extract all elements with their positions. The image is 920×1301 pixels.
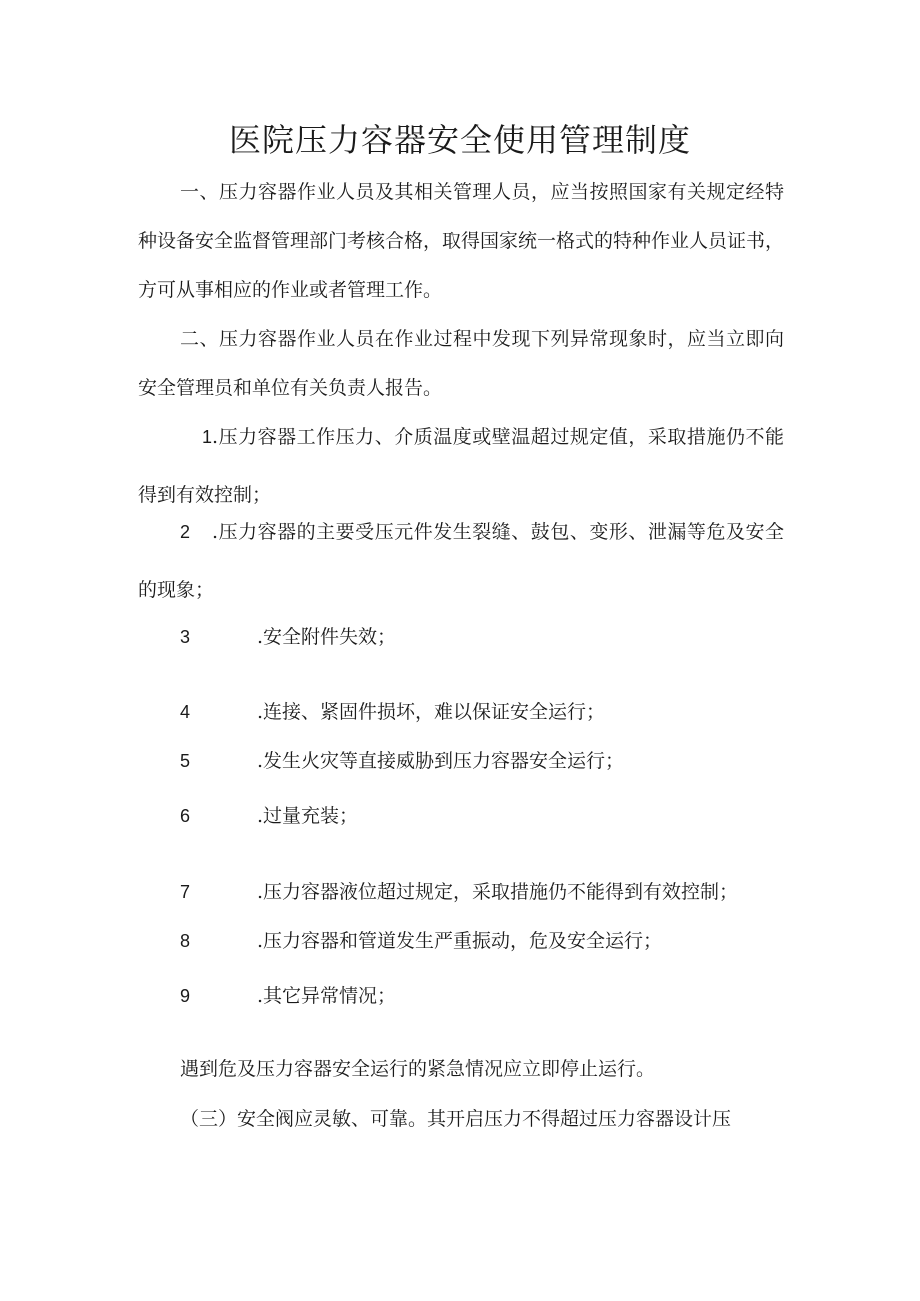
list-item-number: 3: [180, 627, 191, 647]
list-item-number: 9: [180, 986, 191, 1006]
list-item-number: 7: [180, 882, 191, 902]
list-item-number: 4: [180, 702, 191, 722]
list-item-text: .压力容器的主要受压元件发生裂缝、鼓包、变形、泄漏等危及安全的现象；: [138, 521, 784, 601]
list-item-8: [0, 926, 920, 956]
list-item-number: 2: [180, 522, 191, 542]
list-item-text: .压力容器液位超过规定，采取措施仍不能得到有效控制；: [257, 881, 739, 903]
list-item-text: .连接、紧固件损坏，难以保证安全运行；: [257, 701, 606, 723]
list-item-text: .压力容器工作压力、介质温度或壁温超过规定值，采取措施仍不能得到有效控制；: [138, 426, 784, 506]
list-item-9: [0, 981, 920, 1011]
list-item-text: .压力容器和管道发生严重振动，危及安全运行；: [257, 930, 663, 952]
list-item-6: [0, 801, 920, 831]
list-item-text: .其它异常情况；: [257, 985, 397, 1007]
list-item-3: [0, 622, 920, 652]
list-item-7: [0, 877, 920, 907]
list-item-4: [0, 697, 920, 727]
paragraph-1: 一、压力容器作业人员及其相关管理人员，应当按照国家有关规定经特种设备安全监督管理部门考核合格，取得国家统一格式的特种作业人员证书，方可从事相应的作业或者管理工作。: [138, 181, 785, 301]
list-item-number: 5: [180, 751, 191, 771]
paragraph-2: 二、压力容器作业人员在作业过程中发现下列异常现象时，应当立即向安全管理员和单位有关负责人报告。: [138, 328, 784, 399]
list-item-text: .过量充装；: [257, 805, 359, 827]
list-item-number: 1: [202, 427, 213, 447]
list-item-number: 8: [180, 931, 191, 951]
list-item-number: 6: [180, 806, 191, 826]
document-title: 医院压力容器安全使用管理制度: [228, 121, 691, 159]
paragraph-3: （三）安全阀应灵敏、可靠。其开启压力不得超过压力容器设计压: [180, 1108, 732, 1130]
list-item-text: .安全附件失效；: [257, 626, 397, 648]
list-item-text: .发生火灾等直接威胁到压力容器安全运行；: [257, 750, 625, 772]
emergency-note: 遇到危及压力容器安全运行的紧急情况应立即停止运行。: [180, 1058, 656, 1080]
list-item-2: [138, 503, 784, 619]
list-item-5: [0, 746, 920, 776]
